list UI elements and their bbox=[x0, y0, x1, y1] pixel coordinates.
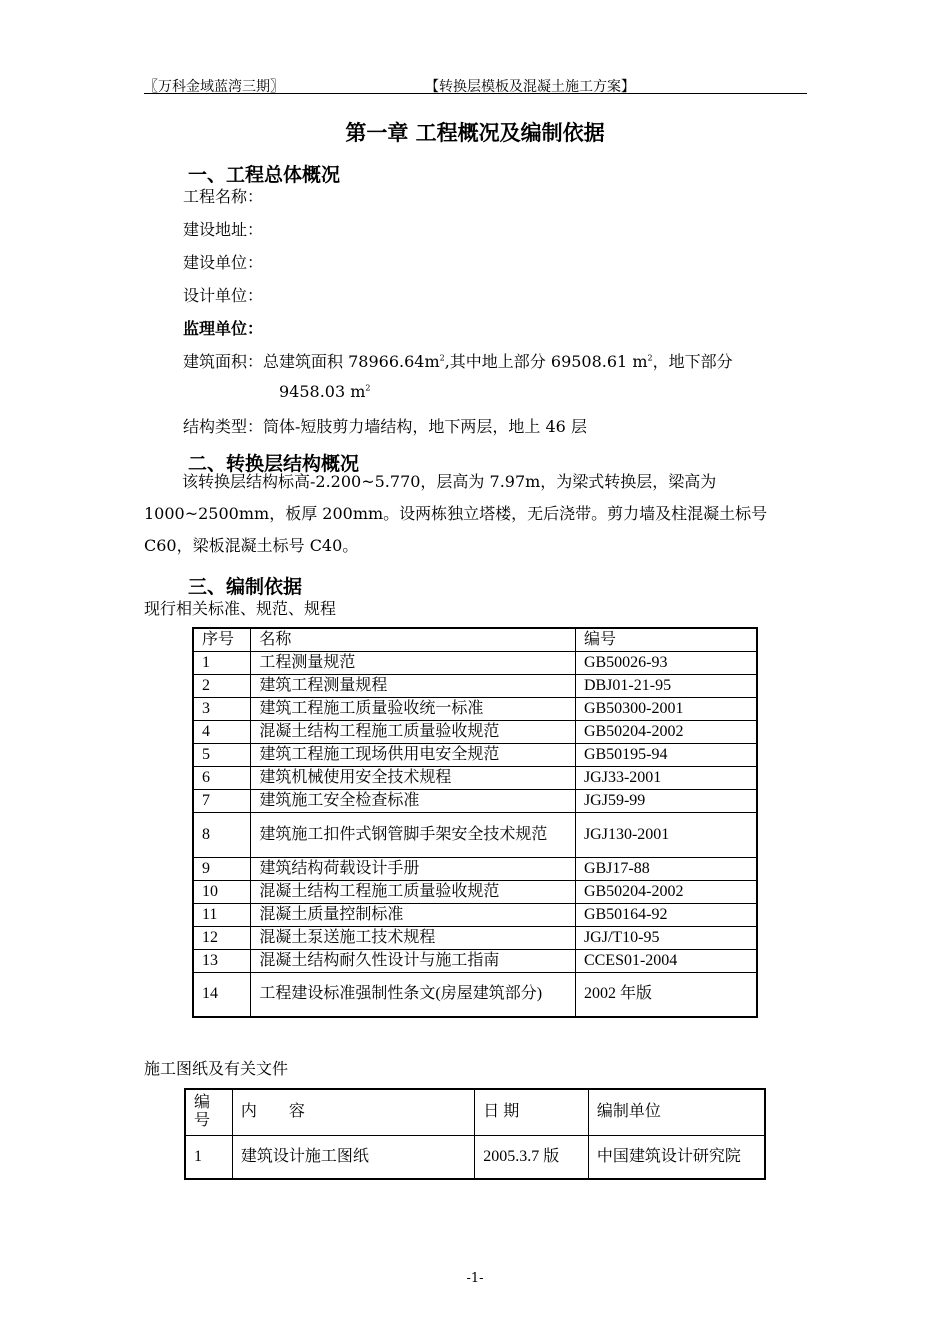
standard-code: GB50204-2002 bbox=[575, 880, 757, 903]
standard-index: 14 bbox=[193, 972, 251, 1017]
table-row bbox=[193, 674, 757, 697]
standard-name: 混凝土泵送施工技术规程 bbox=[251, 926, 576, 949]
table-row bbox=[193, 697, 757, 720]
standard-index: 11 bbox=[193, 903, 251, 926]
standard-index: 9 bbox=[193, 857, 251, 880]
standard-code: GB50195-94 bbox=[575, 743, 757, 766]
standards-header-code: 编号 bbox=[575, 628, 757, 651]
area-below: 9458.03 m bbox=[279, 382, 366, 401]
table-row bbox=[193, 789, 757, 812]
standard-code: JGJ59-99 bbox=[575, 789, 757, 812]
area-label: 建筑面积： bbox=[183, 352, 264, 371]
standard-name: 建筑工程测量规程 bbox=[251, 674, 576, 697]
standards-header-row bbox=[193, 628, 757, 651]
table-row bbox=[185, 1135, 765, 1179]
table-row bbox=[193, 949, 757, 972]
standard-name: 建筑机械使用安全技术规程 bbox=[251, 766, 576, 789]
standards-body bbox=[193, 651, 757, 1017]
standard-name: 工程建设标准强制性条文(房屋建筑部分) bbox=[251, 972, 576, 1017]
standard-index: 12 bbox=[193, 926, 251, 949]
standard-code: GB50300-2001 bbox=[575, 697, 757, 720]
standards-header-index: 序号 bbox=[193, 628, 251, 651]
standard-index: 13 bbox=[193, 949, 251, 972]
table-row bbox=[193, 972, 757, 1017]
standard-name: 混凝土质量控制标准 bbox=[251, 903, 576, 926]
standard-code: GB50204-2002 bbox=[575, 720, 757, 743]
standard-index: 3 bbox=[193, 697, 251, 720]
table-row bbox=[193, 766, 757, 789]
standard-name: 工程测量规范 bbox=[251, 651, 576, 674]
standards-caption: 现行相关标准、规范、规程 bbox=[144, 599, 337, 618]
standard-code: JGJ/T10-95 bbox=[575, 926, 757, 949]
standard-name: 建筑工程施工质量验收统一标准 bbox=[251, 697, 576, 720]
section2-body: 该转换层结构标高-2.200~5.770，层高为 7.97m，为梁式转换层，梁高为 1000~2500mm，板厚 200mm。设两栋独立塔楼，无后浇带。剪力墙及柱混凝土标号 C60，梁板混凝土标号 C40。 bbox=[144, 472, 768, 555]
table-row bbox=[193, 720, 757, 743]
standard-index: 2 bbox=[193, 674, 251, 697]
table-row bbox=[193, 812, 757, 857]
standard-code: 2002 年版 bbox=[575, 972, 757, 1017]
standard-name: 建筑工程施工现场供用电安全规范 bbox=[251, 743, 576, 766]
section2-heading: 二、转换层结构概况 bbox=[188, 453, 360, 475]
standards-header-name: 名称 bbox=[251, 628, 576, 651]
drawing-index: 1 bbox=[185, 1135, 232, 1179]
standard-index: 8 bbox=[193, 812, 251, 857]
chapter-title: 第一章 工程概况及编制依据 bbox=[345, 121, 605, 145]
standard-code: JGJ130-2001 bbox=[575, 812, 757, 857]
header-project-name: 〖万科金域蓝湾三期〗 bbox=[144, 79, 284, 95]
designer-label: 设计单位： bbox=[183, 286, 264, 305]
standard-code: JGJ33-2001 bbox=[575, 766, 757, 789]
builder-label: 建设单位： bbox=[183, 253, 264, 272]
drawings-header-unit: 编制单位 bbox=[588, 1089, 765, 1135]
standard-code: GB50026-93 bbox=[575, 651, 757, 674]
table-row bbox=[193, 926, 757, 949]
table-row bbox=[193, 880, 757, 903]
standard-index: 10 bbox=[193, 880, 251, 903]
table-row bbox=[193, 903, 757, 926]
drawings-header-content: 内 容 bbox=[232, 1089, 474, 1135]
standard-name: 建筑施工扣件式钢管脚手架安全技术规范 bbox=[251, 812, 576, 857]
area-sup-3: 2 bbox=[365, 383, 371, 393]
standards-table bbox=[192, 627, 758, 1018]
drawing-unit: 中国建筑设计研究院 bbox=[588, 1135, 765, 1179]
header-document-title: 【转换层模板及混凝土施工方案】 bbox=[425, 79, 635, 95]
standard-name: 混凝土结构工程施工质量验收规范 bbox=[251, 720, 576, 743]
page-number: -1- bbox=[466, 1271, 484, 1286]
standard-code: DBJ01-21-95 bbox=[575, 674, 757, 697]
structure-type: 结构类型：筒体-短肢剪力墙结构，地下两层，地上 46 层 bbox=[183, 417, 587, 436]
drawings-header-date: 日 期 bbox=[475, 1089, 589, 1135]
header-rule bbox=[144, 93, 807, 94]
standard-name: 建筑施工安全检查标准 bbox=[251, 789, 576, 812]
standard-code: GB50164-92 bbox=[575, 903, 757, 926]
drawings-header-index-text: 编号 bbox=[194, 1094, 211, 1130]
standard-name: 建筑结构荷载设计手册 bbox=[251, 857, 576, 880]
area-sup-1: 2 bbox=[439, 353, 445, 363]
standard-name: 混凝土结构耐久性设计与施工指南 bbox=[251, 949, 576, 972]
standard-index: 7 bbox=[193, 789, 251, 812]
address-label: 建设地址： bbox=[183, 220, 264, 239]
area-total: 总建筑面积 78966.64m bbox=[263, 352, 440, 371]
project-name-label: 工程名称： bbox=[183, 187, 264, 206]
standard-index: 1 bbox=[193, 651, 251, 674]
standard-name: 混凝土结构工程施工质量验收规范 bbox=[251, 880, 576, 903]
area-below-label: ，地下部分 bbox=[652, 352, 733, 371]
area-line bbox=[183, 349, 733, 372]
table-row bbox=[193, 743, 757, 766]
section1-heading: 一、工程总体概况 bbox=[188, 164, 341, 186]
drawing-date: 2005.3.7 版 bbox=[475, 1135, 589, 1179]
table-row bbox=[193, 857, 757, 880]
standard-code: CCES01-2004 bbox=[575, 949, 757, 972]
drawing-content: 建筑设计施工图纸 bbox=[232, 1135, 474, 1179]
area-line-2 bbox=[279, 382, 371, 401]
drawings-header-row bbox=[185, 1089, 765, 1135]
standard-code: GBJ17-88 bbox=[575, 857, 757, 880]
standard-index: 5 bbox=[193, 743, 251, 766]
area-sup-2: 2 bbox=[647, 353, 653, 363]
area-above: ,其中地上部分 69508.61 m bbox=[444, 352, 648, 371]
drawings-caption: 施工图纸及有关文件 bbox=[144, 1059, 289, 1078]
table-row bbox=[193, 651, 757, 674]
section3-heading: 三、编制依据 bbox=[188, 576, 303, 598]
drawings-header-index bbox=[185, 1089, 232, 1135]
drawings-table bbox=[184, 1088, 766, 1180]
standard-index: 6 bbox=[193, 766, 251, 789]
supervisor-label: 监理单位： bbox=[183, 319, 264, 338]
standard-index: 4 bbox=[193, 720, 251, 743]
